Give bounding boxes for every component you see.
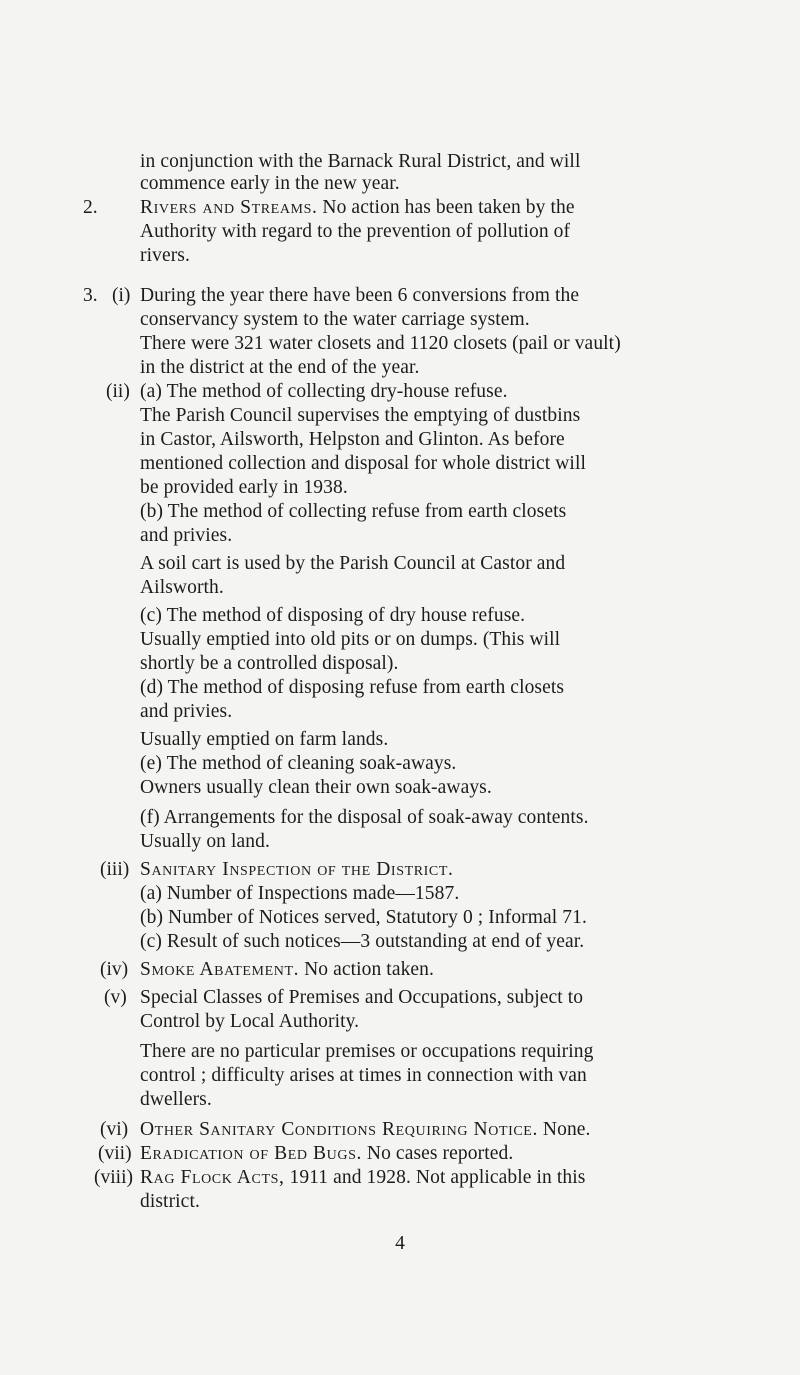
text-line: and privies. bbox=[140, 525, 233, 546]
item-marker: (i) bbox=[112, 285, 131, 306]
item-marker: (iii) bbox=[100, 859, 130, 880]
text-line: mentioned collection and disposal for whole district will bbox=[140, 453, 586, 474]
section-number: 3. bbox=[83, 285, 98, 306]
section-heading: Other Sanitary Conditions Requiring Notice. bbox=[140, 1119, 538, 1140]
text-line: The Parish Council supervises the emptying of dustbins bbox=[140, 405, 581, 426]
text-run: No cases reported. bbox=[361, 1143, 514, 1164]
section-paragraph bbox=[140, 1166, 585, 1190]
text-line: During the year there have been 6 conversions from the bbox=[140, 285, 580, 306]
text-line: in conjunction with the Barnack Rural District, and will bbox=[140, 151, 581, 172]
text-line: Control by Local Authority. bbox=[140, 1011, 360, 1032]
section-heading: Rag Flock Acts, bbox=[140, 1167, 285, 1188]
item-marker: (iv) bbox=[100, 959, 129, 980]
text-line: There are no particular premises or occupations requiring bbox=[140, 1041, 594, 1062]
text-line: in Castor, Ailsworth, Helpston and Glinton. As before bbox=[140, 429, 565, 450]
text-line: A soil cart is used by the Parish Council at Castor and bbox=[140, 553, 566, 574]
section-heading: Smoke Abatement. bbox=[140, 959, 300, 980]
text-line: (b) The method of collecting refuse from earth closets bbox=[140, 501, 567, 522]
text-line: Special Classes of Premises and Occupations, subject to bbox=[140, 987, 584, 1008]
text-run: None. bbox=[537, 1119, 591, 1140]
text-line: (d) The method of disposing refuse from earth closets bbox=[140, 677, 565, 698]
section-heading: Rivers and Streams. bbox=[140, 197, 318, 218]
text-line: There were 321 water closets and 1120 closets (pail or vault) bbox=[140, 333, 621, 354]
text-line: rivers. bbox=[140, 245, 190, 266]
text-line: Usually on land. bbox=[140, 831, 270, 852]
text-line: Ailsworth. bbox=[140, 577, 224, 598]
item-marker: (v) bbox=[104, 987, 127, 1008]
text-run: No action has been taken by the bbox=[317, 197, 575, 218]
text-line: (a) The method of collecting dry-house refuse. bbox=[140, 381, 508, 402]
text-line: commence early in the new year. bbox=[140, 173, 400, 194]
text-line: (b) Number of Notices served, Statutory 0 ; Informal 71. bbox=[140, 907, 587, 928]
section-paragraph bbox=[140, 196, 575, 220]
item-marker: (vii) bbox=[98, 1143, 132, 1164]
section-paragraph bbox=[140, 1142, 513, 1166]
section-heading: Eradication of Bed Bugs. bbox=[140, 1143, 362, 1164]
item-marker: (ii) bbox=[106, 381, 130, 402]
item-marker: (viii) bbox=[94, 1167, 133, 1188]
text-line: Owners usually clean their own soak-aways. bbox=[140, 777, 492, 798]
text-line: Usually emptied on farm lands. bbox=[140, 729, 389, 750]
text-line: Usually emptied into old pits or on dumps. (This will bbox=[140, 629, 561, 650]
text-line: Authority with regard to the prevention of pollution of bbox=[140, 221, 571, 242]
text-line: district. bbox=[140, 1191, 200, 1212]
section-paragraph bbox=[140, 1118, 591, 1142]
page-number: 4 bbox=[395, 1233, 405, 1254]
text-line: (c) The method of disposing of dry house refuse. bbox=[140, 605, 526, 626]
text-line: be provided early in 1938. bbox=[140, 477, 348, 498]
text-line: in the district at the end of the year. bbox=[140, 357, 420, 378]
text-line: conservancy system to the water carriage system. bbox=[140, 309, 530, 330]
text-line: shortly be a controlled disposal). bbox=[140, 653, 399, 674]
item-marker: (vi) bbox=[100, 1119, 129, 1140]
text-line: control ; difficulty arises at times in connection with van bbox=[140, 1065, 587, 1086]
text-run: 1911 and 1928. Not applicable in this bbox=[284, 1167, 586, 1188]
text-run: No action taken. bbox=[299, 959, 434, 980]
text-line: (e) The method of cleaning soak-aways. bbox=[140, 753, 457, 774]
text-line: and privies. bbox=[140, 701, 233, 722]
section-number: 2. bbox=[83, 197, 98, 218]
section-paragraph bbox=[140, 958, 434, 982]
text-line: (f) Arrangements for the disposal of soak-away contents. bbox=[140, 807, 589, 828]
text-line: dwellers. bbox=[140, 1089, 212, 1110]
section-heading: Sanitary Inspection of the District. bbox=[140, 859, 454, 880]
text-line: (a) Number of Inspections made—1587. bbox=[140, 883, 460, 904]
text-line: (c) Result of such notices—3 outstanding at end of year. bbox=[140, 931, 585, 952]
